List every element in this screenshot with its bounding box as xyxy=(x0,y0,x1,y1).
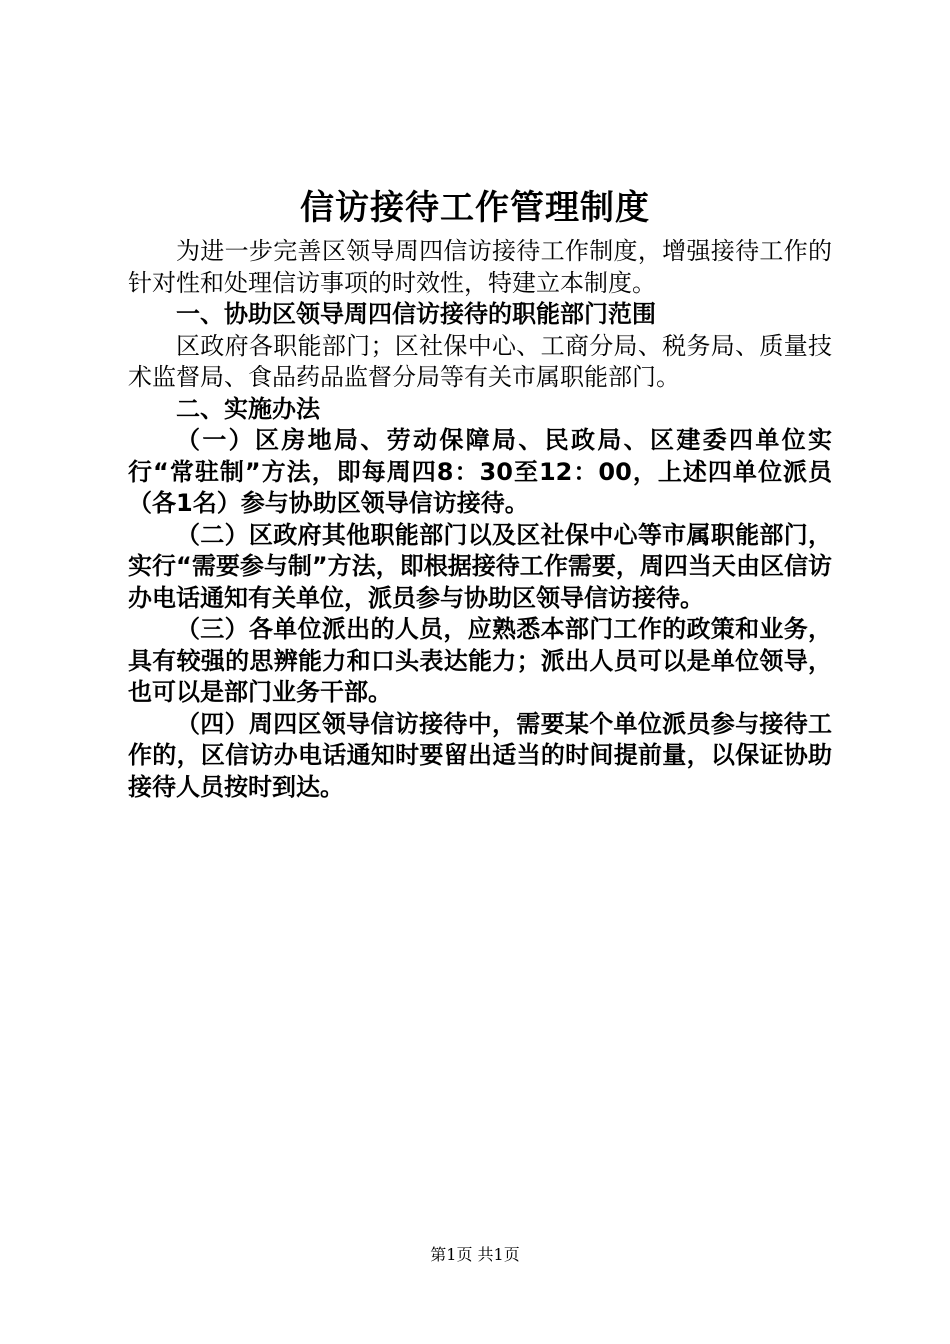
page-number-footer: 第1页 共1页 xyxy=(430,1245,520,1264)
scope-paragraph: 区政府各职能部门；区社保中心、工商分局、税务局、质量技术监督局、食品药品监督分局等有关市属职能部门。 xyxy=(128,331,832,391)
method-item-4: （四）周四区领导信访接待中，需要某个单位派员参与接待工作的，区信访办电话通知时要留出适当的时间提前量，以保证协助接待人员按时到达。 xyxy=(128,709,832,801)
intro-paragraph: 为进一步完善区领导周四信访接待工作制度，增强接待工作的针对性和处理信访事项的时效性，特建立本制度。 xyxy=(128,237,832,297)
document-title: 信访接待工作管理制度 xyxy=(300,188,650,228)
section-heading-methods: 二、实施办法 xyxy=(176,394,320,423)
method-item-1: （一）区房地局、劳动保障局、民政局、区建委四单位实行“常驻制”方法，即每周四8：30至12：00，上述四单位派员（各1名）参与协助区领导信访接待。 xyxy=(128,426,832,517)
method-item-3: （三）各单位派出的人员，应熟悉本部门工作的政策和业务，具有较强的思辨能力和口头表达能力；派出人员可以是单位领导，也可以是部门业务干部。 xyxy=(128,615,832,706)
method-item-2: （二）区政府其他职能部门以及区社保中心等市属职能部门，实行“需要参与制”方法，即根据接待工作需要，周四当天由区信访办电话通知有关单位，派员参与协助区领导信访接待。 xyxy=(128,520,832,612)
document-body xyxy=(128,236,832,803)
section-heading-scope: 一、协助区领导周四信访接待的职能部门范围 xyxy=(176,300,656,328)
